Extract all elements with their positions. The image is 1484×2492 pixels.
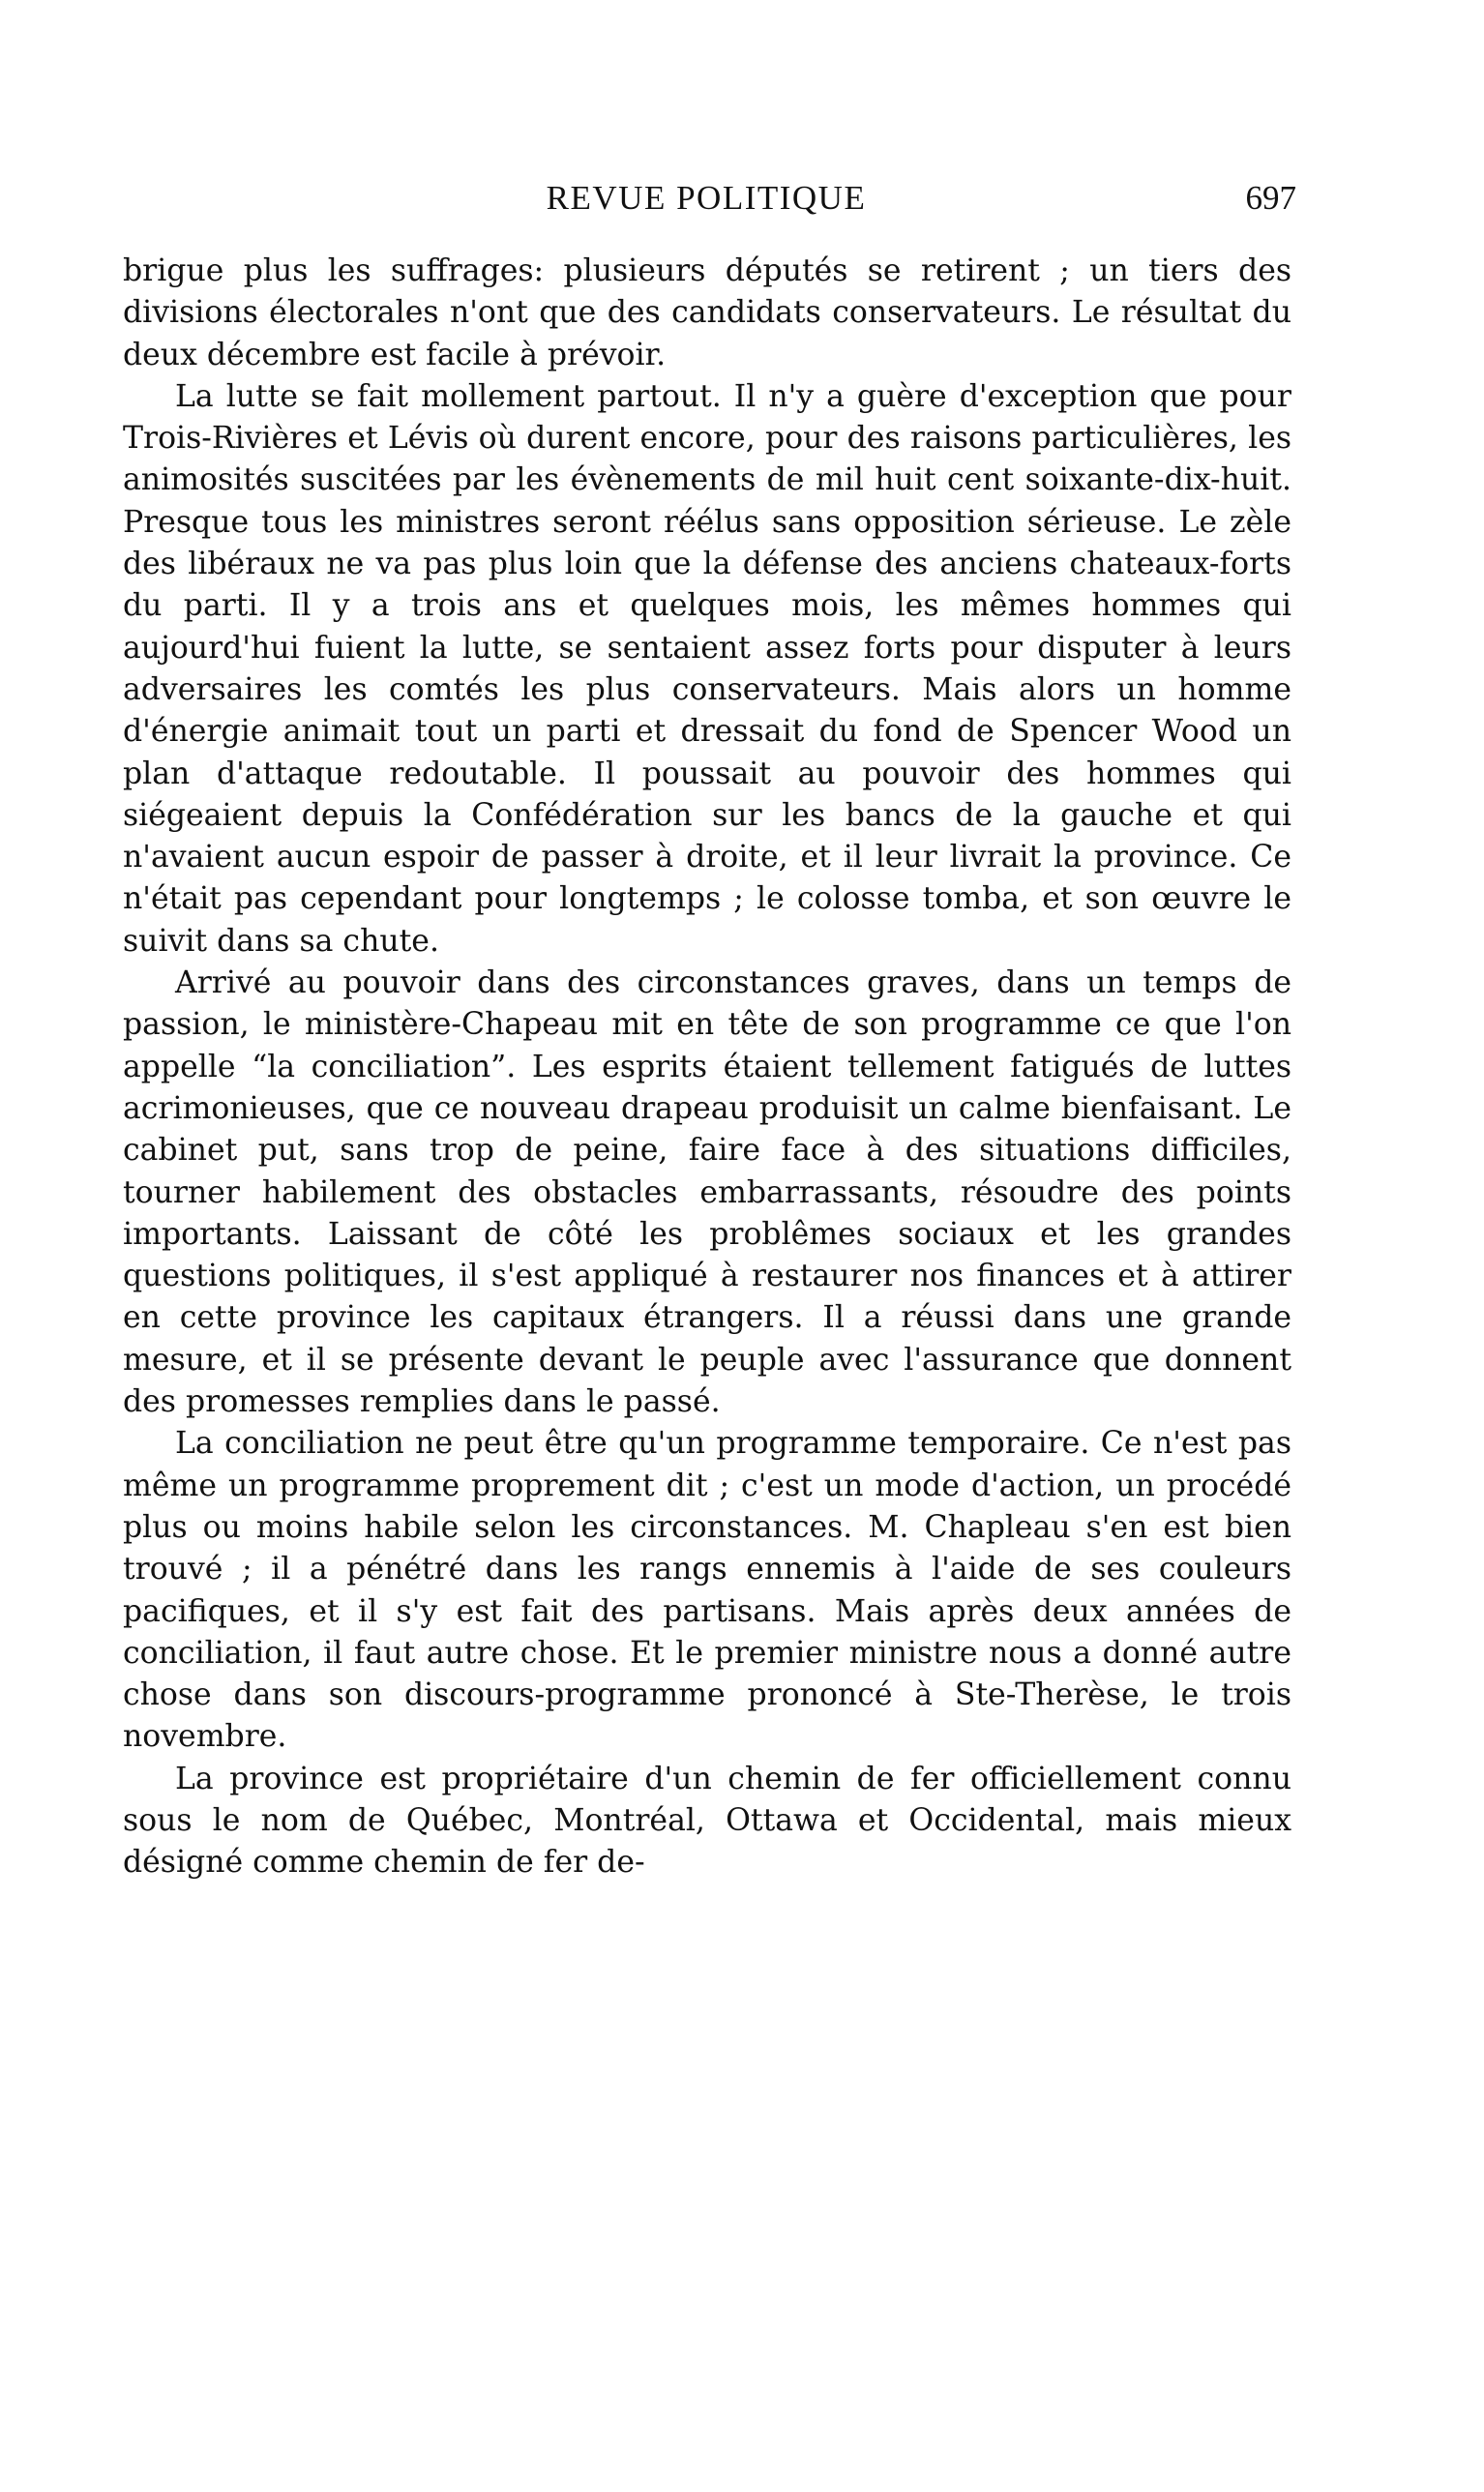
running-header — [116, 174, 1296, 222]
running-title: REVUE POLITIQUE — [546, 179, 867, 217]
paragraph: La province est propriétaire d'un chemin de fer officiellement connu sous le nom de Québec, Montréal, Ottawa et Occidental, mais mieux désigné comme chemin de fer de- — [123, 1761, 1291, 1881]
body-text — [123, 251, 1291, 1884]
page-number: 697 — [1245, 179, 1296, 217]
paragraph: La lutte se fait mollement partout. Il n'y a guère d'exception que pour Trois-Rivières et Lévis où durent encore, pour des raisons particulières, les animosités suscitées par les évènements de mil huit cent soixante-dix-huit. Presque tous les ministres seront réélus sans opposition sérieuse. Le zèle des libéraux ne va pas plus loin que la défense des anciens chateaux-forts du parti. Il y a trois ans et quelques mois, les mêmes hommes qui aujourd'hui fuient la lutte, se sentaient assez forts pour disputer à leurs adversaires les comtés les plus conservateurs. Mais alors un homme d'énergie animait tout un parti et dressait du fond de Spencer Wood un plan d'attaque redoutable. Il poussait au pouvoir des hommes qui siégeaient depuis la Confédération sur les bancs de la gauche et qui n'avaient aucun espoir de passer à droite, et il leur livrait la province. Ce n'était pas cependant pour longtemps ; le colosse tomba, et son œuvre le suivit dans sa chute. — [123, 378, 1291, 959]
paragraph: La conciliation ne peut être qu'un programme temporaire. Ce n'est pas même un programme proprement dit ; c'est un mode d'action, un procédé plus ou moins habile selon les circonstances. M. Chapleau s'en est bien trouvé ; il a pénétré dans les rangs ennemis à l'aide de ses couleurs pacifiques, et il s'y est fait des partisans. Mais après deux années de conciliation, il faut autre chose. Et le premier ministre nous a donné autre chose dans son discours-programme prononcé à Ste-Therèse, le trois novembre. — [123, 1426, 1291, 1755]
paragraph: Arrivé au pouvoir dans des circonstances graves, dans un temps de passion, le ministère-Chapeau mit en tête de son programme ce que l'on appelle “la conciliation”. Les esprits étaient tellement fatigués de luttes acrimonieuses, que ce nouveau drapeau produisit un calme bienfaisant. Le cabinet put, sans trop de peine, faire face à des situations difficiles, tourner habilement des obstacles embarrassants, résoudre des points importants. Laissant de côté les problêmes sociaux et les grandes questions politiques, il s'est appliqué à restaurer nos finances et à attirer en cette province les capitaux étrangers. Il a réussi dans une grande mesure, et il se présente devant le peuple avec l'assurance que donnent des promesses remplies dans le passé. — [123, 965, 1291, 1420]
paragraph-continued: brigue plus les suffrages: plusieurs députés se retirent ; un tiers des divisions électorales n'ont que des candidats conservateurs. Le résultat du deux décembre est facile à prévoir. — [123, 253, 1291, 372]
